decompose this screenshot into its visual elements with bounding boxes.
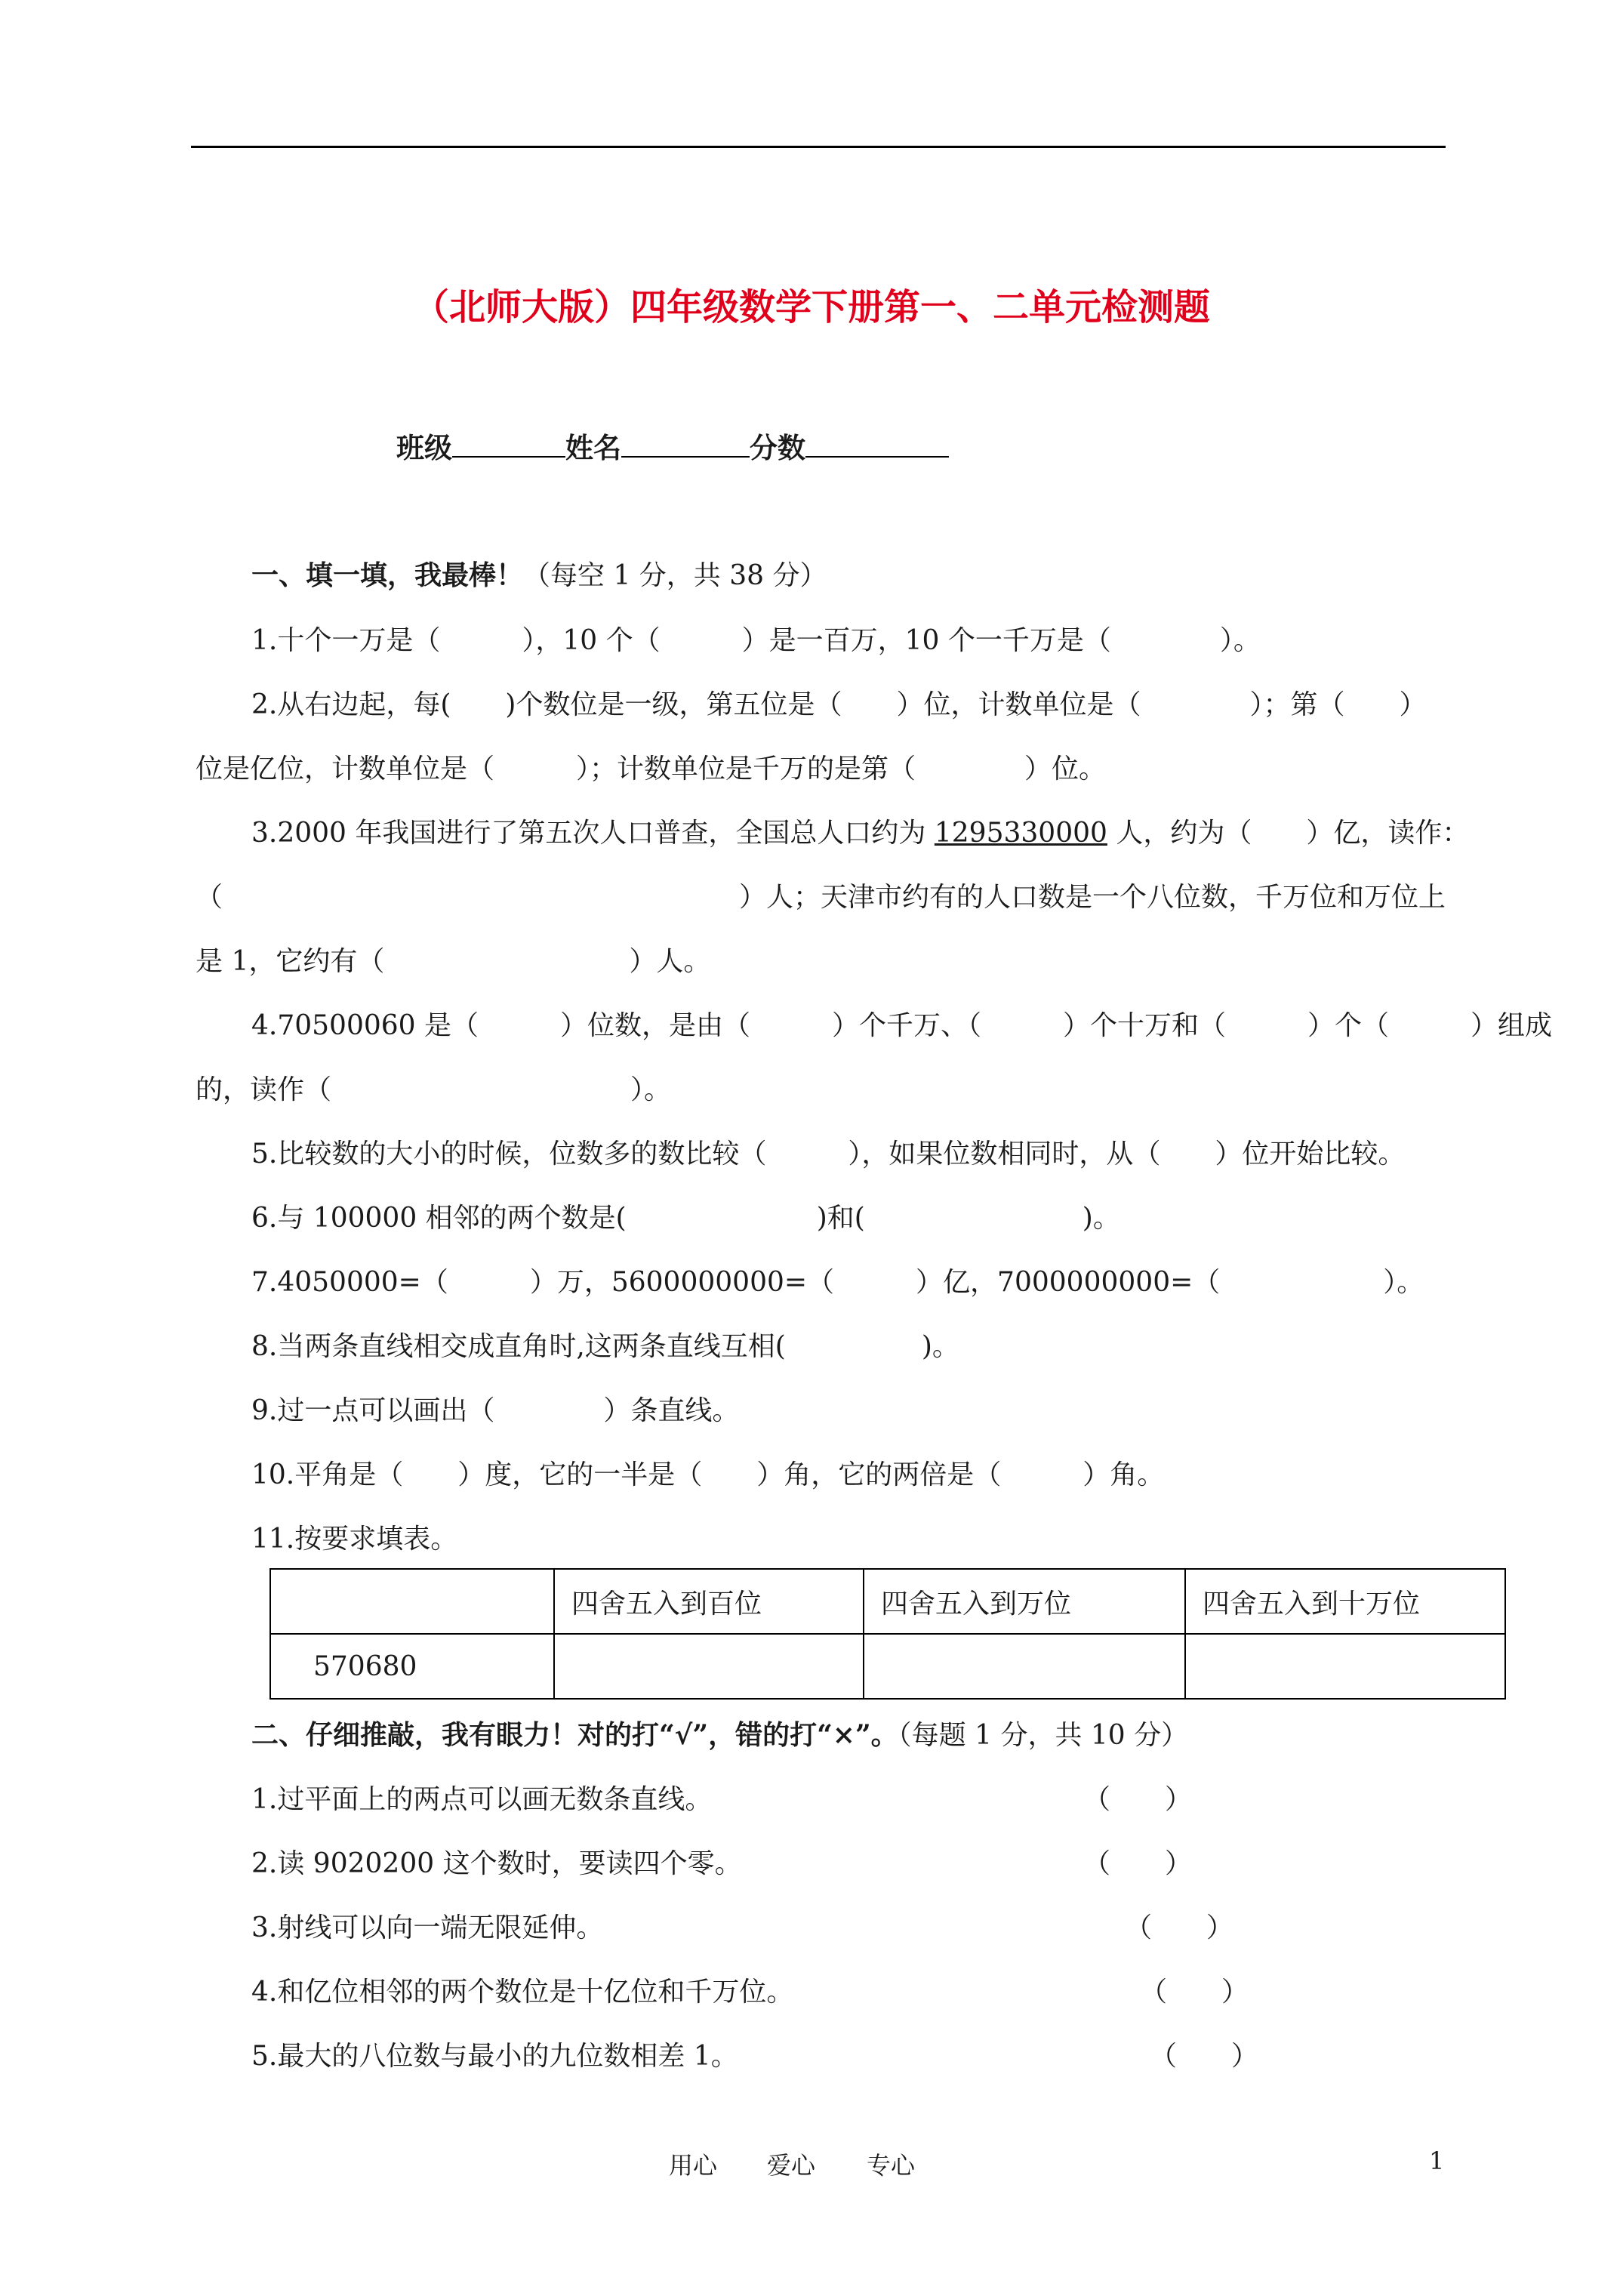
judge-item-4: 4.和亿位相邻的两个数位是十亿位和千万位。: [251, 1977, 794, 2008]
judge-item-1: 1.过平面上的两点可以画无数条直线。: [251, 1784, 713, 1815]
page-number: 1: [1429, 2147, 1445, 2175]
judge-item-5: 5.最大的八位数与最小的九位数相差 1。: [251, 2041, 738, 2072]
question-6: 6.与 100000 相邻的两个数是( )和( )。: [251, 1203, 1120, 1234]
class-blank[interactable]: [452, 428, 565, 458]
table-cell-answer[interactable]: [554, 1634, 864, 1699]
question-2-line-2: 位是亿位，计数单位是（ ）；计数单位是千万的是第（ ）位。: [196, 754, 1107, 784]
judge-paren-3[interactable]: （ ）: [1125, 1912, 1234, 1943]
question-9: 9.过一点可以画出（ ）条直线。: [251, 1395, 740, 1426]
class-label: 班级: [396, 431, 452, 464]
section-1-heading: 一、填一填，我最棒！（每空 1 分，共 38 分）: [251, 559, 827, 591]
footer-text-1: 用心: [669, 2151, 718, 2180]
question-3-line-3: 是 1，它约有（ ）人。: [196, 946, 711, 977]
judge-paren-4[interactable]: （ ）: [1140, 1977, 1249, 2008]
table-header-cell: 四舍五入到万位: [864, 1569, 1185, 1634]
judge-paren-1[interactable]: （ ）: [1083, 1784, 1193, 1815]
name-blank[interactable]: [621, 428, 750, 458]
table-cell-number: 570680: [270, 1634, 554, 1699]
document-title: （北师大版）四年级数学下册第一、二单元检测题: [412, 286, 1210, 328]
table-header-cell: 四舍五入到十万位: [1185, 1569, 1505, 1634]
question-4-line-2: 的，读作（ ）。: [196, 1074, 672, 1105]
table-header-row: [270, 1569, 1505, 1634]
question-1: 1.十个一万是（ ），10 个（ ）是一百万，10 个一千万是（ ）。: [251, 625, 1261, 656]
question-7: 7.4050000=（ ）万，5600000000=（ ）亿，7000000000=（ ）。: [251, 1267, 1424, 1298]
footer-text-3: 专心: [867, 2151, 916, 2180]
question-11: 11.按要求填表。: [251, 1524, 458, 1555]
table-row: [270, 1634, 1505, 1699]
header-rule: [191, 146, 1446, 148]
judge-paren-5[interactable]: （ ）: [1150, 2041, 1259, 2072]
question-8: 8.当两条直线相交成直角时,这两条直线互相( )。: [251, 1331, 959, 1362]
name-label: 姓名: [565, 431, 621, 464]
score-blank[interactable]: [805, 428, 949, 458]
question-2-line-1: 2.从右边起，每( )个数位是一级，第五位是（ ）位，计数单位是（ ）；第（ ）: [251, 689, 1427, 720]
table-cell-answer[interactable]: [864, 1634, 1185, 1699]
table-header-cell: [270, 1569, 554, 1634]
section-2-heading: 二、仔细推敲，我有眼力！对的打“√”，错的打“×”。（每题 1 分，共 10 分）: [251, 1719, 1189, 1751]
student-info-fields: [396, 425, 949, 466]
question-5: 5.比较数的大小的时候，位数多的数比较（ ），如果位数相同时，从（ ）位开始比较。: [251, 1139, 1406, 1170]
rounding-table: [269, 1568, 1506, 1700]
population-number: 1295330000: [934, 818, 1107, 849]
question-10: 10.平角是（ ）度，它的一半是（ ）角，它的两倍是（ ）角。: [251, 1459, 1165, 1490]
question-4-line-1: 4.70500060 是（ ）位数，是由（ ）个千万、（ ）个十万和（ ）个（ ）组成: [251, 1010, 1553, 1041]
question-3-line-1: 3.2000 年我国进行了第五次人口普查，全国总人口约为 1295330000 人，约为（ ）亿，读作：: [251, 818, 1470, 849]
table-cell-answer[interactable]: [1185, 1634, 1505, 1699]
table-header-cell: 四舍五入到百位: [554, 1569, 864, 1634]
footer-text-2: 爱心: [767, 2151, 816, 2180]
question-3-line-2: （ ）人；天津市约有的人口数是一个八位数，千万位和万位上: [196, 882, 1446, 913]
judge-paren-2[interactable]: （ ）: [1083, 1848, 1193, 1879]
judge-item-3: 3.射线可以向一端无限延伸。: [251, 1912, 604, 1943]
judge-item-2: 2.读 9020200 这个数时，要读四个零。: [251, 1848, 742, 1879]
score-label: 分数: [750, 431, 805, 464]
